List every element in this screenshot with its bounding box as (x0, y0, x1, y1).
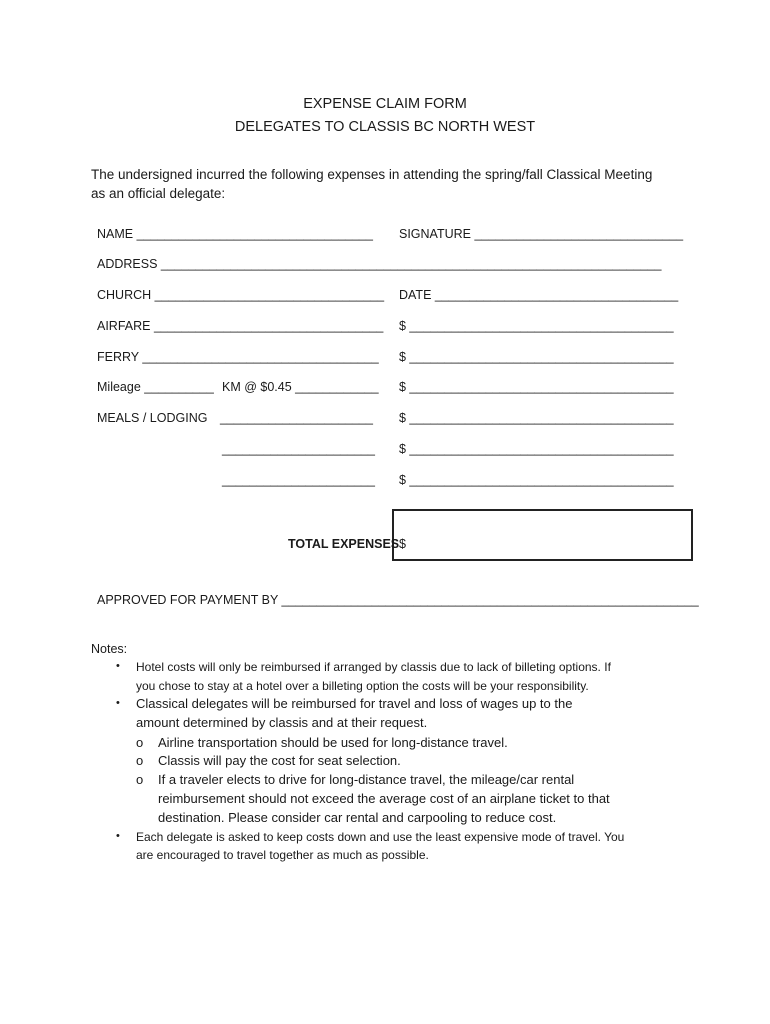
bullet-icon: • (116, 830, 120, 842)
airfare-field[interactable]: AIRFARE _________________________________ (97, 319, 384, 333)
mileage-km-field[interactable]: Mileage __________ (97, 380, 214, 394)
note-1-line-2: you chose to stay at a hotel over a billeting option the costs will be your responsibility. (136, 679, 589, 693)
form-title: EXPENSE CLAIM FORM (303, 96, 467, 112)
date-field[interactable]: DATE ___________________________________ (399, 288, 679, 302)
sub-note-3-line-3: destination. Please consider car rental and carpooling to reduce cost. (158, 810, 557, 825)
note-1-line-1: Hotel costs will only be reimbursed if arranged by classis due to lack of billeting options. If (136, 660, 611, 674)
mileage-amount[interactable]: $ ______________________________________ (399, 380, 674, 394)
note-3-line-2: are encouraged to travel together as much as possible. (136, 848, 429, 862)
sub-note-3-line-2: reimbursement should not exceed the average cost of an airplane ticket to that (158, 791, 610, 806)
meals-amount-3[interactable]: $ ______________________________________ (399, 473, 674, 487)
meals-line-3[interactable]: ______________________ (222, 473, 375, 487)
ferry-field[interactable]: FERRY __________________________________ (97, 350, 379, 364)
bullet-icon: • (116, 660, 120, 672)
approved-for-payment-field[interactable]: APPROVED FOR PAYMENT BY ____________________________________________________________ (97, 593, 699, 607)
total-expenses-box[interactable] (392, 509, 693, 561)
sub-note-2: Classis will pay the cost for seat selection. (158, 753, 401, 768)
meals-amount-1[interactable]: $ ______________________________________ (399, 411, 674, 425)
meals-amount-2[interactable]: $ ______________________________________ (399, 442, 674, 456)
signature-field[interactable]: SIGNATURE ______________________________ (399, 227, 684, 241)
church-field[interactable]: CHURCH _________________________________ (97, 288, 385, 302)
sub-bullet-icon: o (136, 772, 144, 787)
note-2-line-1: Classical delegates will be reimbursed for travel and loss of wages up to the (136, 696, 573, 711)
form-subtitle: DELEGATES TO CLASSIS BC NORTH WEST (234, 119, 536, 135)
name-field[interactable]: NAME __________________________________ (97, 227, 373, 241)
bullet-icon: • (116, 697, 120, 709)
intro-line-2: as an official delegate: (91, 186, 226, 201)
intro-line-1: The undersigned incurred the following expenses in attending the spring/fall Classical Meeting (91, 167, 653, 182)
meals-lodging-label: MEALS / LODGING (97, 411, 208, 425)
ferry-amount[interactable]: $ ______________________________________ (399, 350, 674, 364)
mileage-rate-field[interactable]: KM @ $0.45 ____________ (222, 380, 379, 394)
sub-bullet-icon: o (136, 735, 144, 750)
meals-line-1[interactable]: ______________________ (220, 411, 373, 425)
sub-note-1: Airline transportation should be used for long-distance travel. (158, 735, 508, 750)
sub-bullet-icon: o (136, 753, 144, 768)
note-2-line-2: amount determined by classis and at their request. (136, 715, 428, 730)
sub-note-3-line-1: If a traveler elects to drive for long-distance travel, the mileage/car rental (158, 772, 575, 787)
notes-heading: Notes: (91, 642, 128, 656)
total-expenses-label: TOTAL EXPENSES (288, 537, 400, 551)
address-field[interactable]: ADDRESS ________________________________________________________________________ (97, 257, 662, 271)
note-3-line-1: Each delegate is asked to keep costs down and use the least expensive mode of travel. You (136, 830, 625, 844)
airfare-amount[interactable]: $ ______________________________________ (399, 319, 674, 333)
meals-line-2[interactable]: ______________________ (222, 442, 375, 456)
total-dollar-sign: $ (399, 537, 406, 551)
